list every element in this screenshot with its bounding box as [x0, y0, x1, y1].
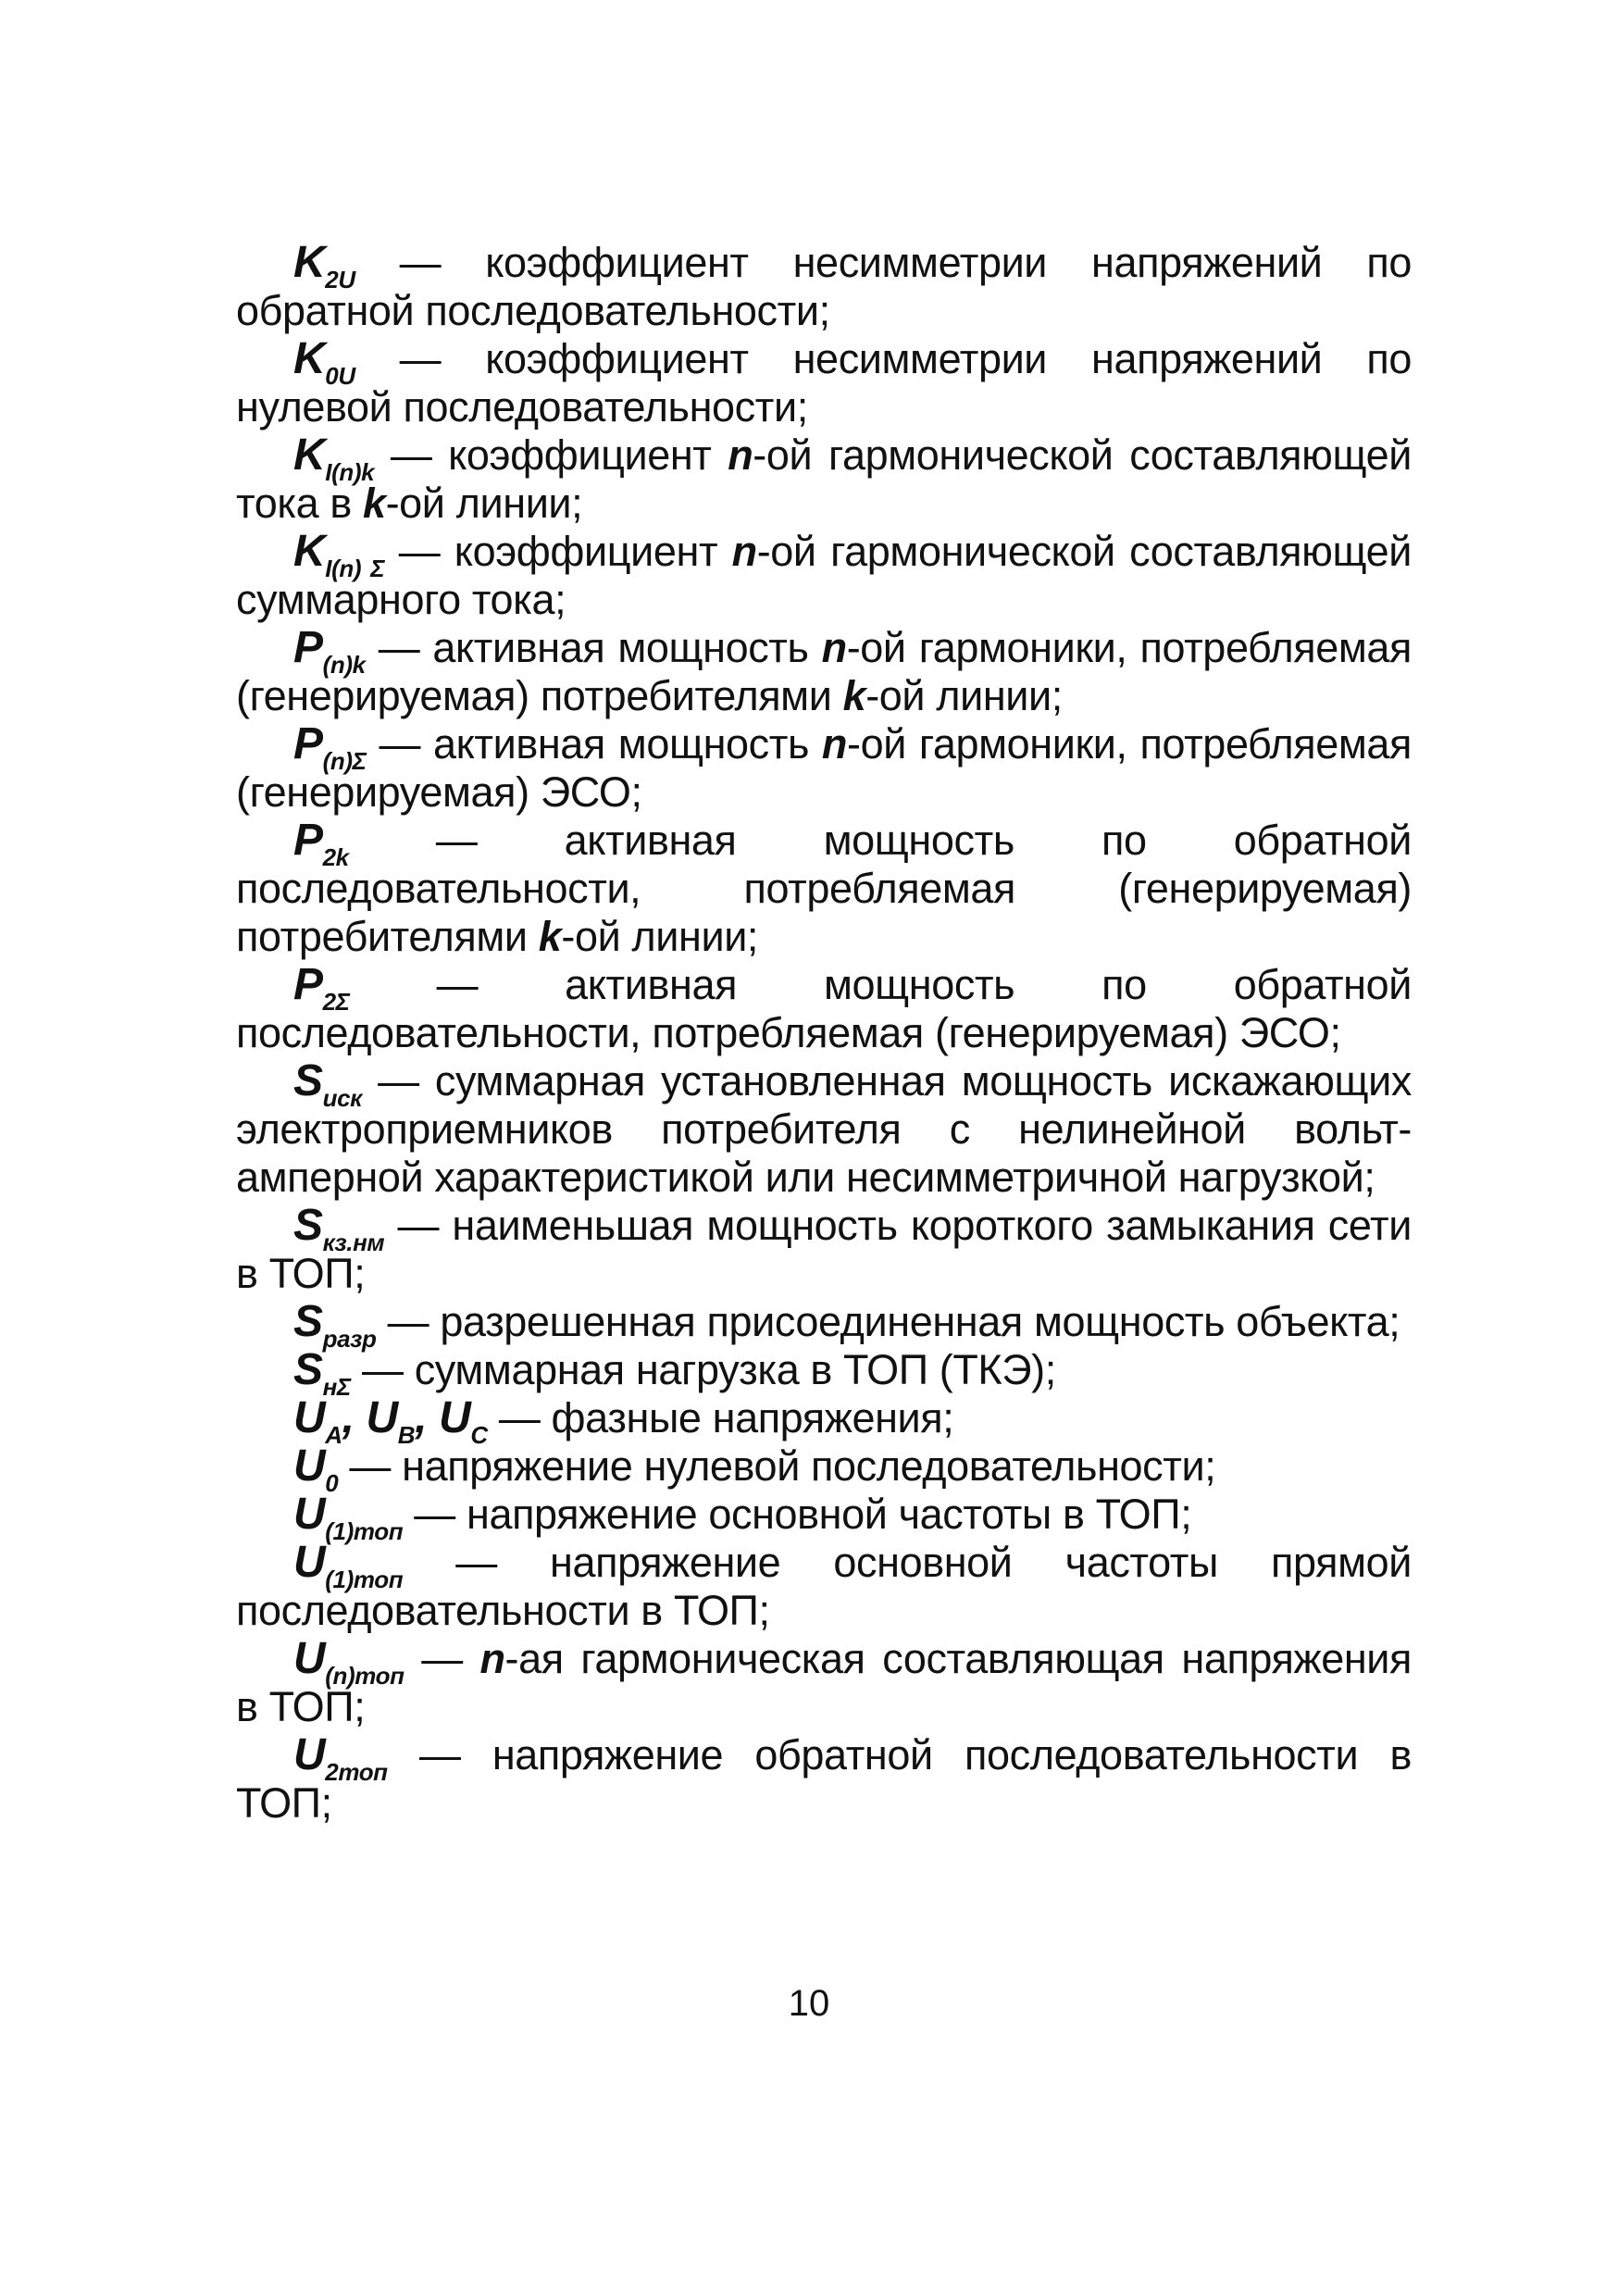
- definition-text: — фазные напряжения;: [487, 1394, 954, 1441]
- definition-item: [236, 1731, 1412, 1828]
- definition-text: — активная мощность по обратной последовательности, потребляемая (генерируемая) ЭСО;: [236, 961, 1412, 1056]
- definition-item: [236, 239, 1412, 335]
- definition-text: — напряжение обратной последовательности в ТОП;: [236, 1731, 1412, 1827]
- definition-item: [236, 335, 1412, 431]
- definition-symbol: $P_{(n)k}$: [293, 623, 366, 679]
- definition-text: — наименьшая мощность короткого замыкания сети в ТОП;: [236, 1202, 1412, 1297]
- definition-symbol: $S_{иск}$: [293, 1056, 362, 1112]
- definition-text: — n-ая гармоническая составляющая напряжения в ТОП;: [236, 1635, 1412, 1730]
- definition-item: [236, 1635, 1412, 1731]
- definition-symbol: $K_{I(n) \Sigma}$: [293, 527, 385, 582]
- definition-symbol: $P_{2\Sigma}$: [293, 960, 350, 1016]
- definition-symbol: $S_{н\Sigma}$: [293, 1345, 351, 1401]
- definitions-list: [236, 239, 1412, 1828]
- definition-text: — активная мощность n-ой гармоники, потребляемая (генерируемая) потребителями k-ой линии;: [236, 624, 1412, 719]
- definition-symbol: $U_{(1)топ}$: [293, 1490, 404, 1545]
- definition-item: [236, 1490, 1412, 1545]
- definition-item: [236, 1345, 1412, 1401]
- definition-symbol: $K_{I(n)k}$: [293, 430, 375, 486]
- definition-symbol: $P_{(n)\Sigma}$: [293, 719, 367, 775]
- definition-item: [236, 528, 1412, 624]
- definition-text: — суммарная установленная мощность искажающих электроприемников потребителя с нелинейной вольт-амперной характеристикой или несимметричной нагрузкой;: [236, 1057, 1412, 1201]
- definition-item: [236, 817, 1412, 961]
- definition-symbol: $S_{кз.нм}$: [293, 1201, 385, 1256]
- definition-symbol: $K_{2U}$: [293, 238, 355, 293]
- definition-item: [236, 624, 1412, 720]
- definition-symbol: $S_{разр}$: [293, 1297, 377, 1353]
- definition-text: — активная мощность по обратной последовательности, потребляемая (генерируемая) потребителями k-ой линии;: [236, 817, 1412, 960]
- definition-text: — коэффициент несимметрии напряжений по нулевой последовательности;: [236, 335, 1412, 430]
- definition-text: — коэффициент n-ой гармонической составляющей тока в k-ой линии;: [236, 431, 1412, 527]
- definition-symbol: $K_{0U}$: [293, 334, 355, 390]
- definition-symbol: $U_{2топ}$: [293, 1730, 388, 1786]
- definition-item: [236, 720, 1412, 817]
- definition-text: — напряжение нулевой последовательности;: [338, 1442, 1216, 1490]
- definition-text: — активная мощность n-ой гармоники, потребляемая (генерируемая) ЭСО;: [236, 720, 1412, 816]
- definition-symbol: $U_A$, $U_B$, $U_C$: [293, 1393, 488, 1449]
- definition-item: [236, 961, 1412, 1057]
- definition-symbol: $P_{2k}$: [293, 816, 349, 871]
- definition-item: [236, 1441, 1412, 1497]
- definition-item: [236, 431, 1412, 528]
- page-number: 10: [788, 1983, 830, 2024]
- definition-text: — напряжение основной частоты в ТОП;: [403, 1491, 1192, 1538]
- definition-item: [236, 1202, 1412, 1298]
- definition-text: — разрешенная присоединенная мощность объекта;: [376, 1298, 1400, 1345]
- definition-symbol: $U_{(1)топ}$: [293, 1538, 404, 1593]
- definition-text: — напряжение основной частоты прямой последовательности в ТОП;: [236, 1539, 1412, 1634]
- definition-symbol: $U_{(n)топ}$: [293, 1634, 404, 1690]
- definition-item: [236, 1057, 1412, 1202]
- definition-text: — суммарная нагрузка в ТОП (ТКЭ);: [350, 1346, 1056, 1393]
- definition-text: — коэффициент несимметрии напряжений по обратной последовательности;: [236, 239, 1412, 334]
- definition-item: [236, 1393, 1412, 1449]
- definition-text: — коэффициент n-ой гармонической составляющей суммарного тока;: [236, 528, 1412, 623]
- definition-item: [236, 1297, 1412, 1353]
- definition-item: [236, 1539, 1412, 1635]
- definition-symbol: $U_0$: [293, 1441, 339, 1497]
